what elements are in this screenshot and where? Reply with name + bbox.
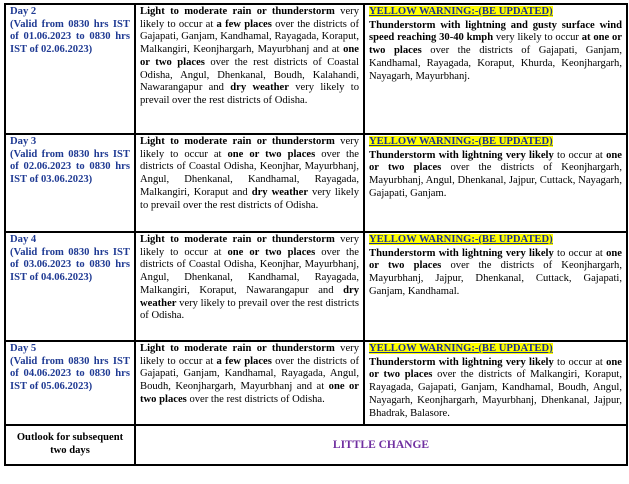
forecast-segment: over the districts of Gajapati, Ganjam, Kandhamal, Rayagada, Angul, Boudh, Keonjhargarh, Mayurbhanj and at: [140, 355, 359, 393]
outlook-value: LITTLE CHANGE: [135, 425, 627, 465]
warning-segment: Thunderstorm with lightning and gusty surface wind speed reaching 30-40 kmph: [369, 19, 622, 44]
yellow-warning-label: YELLOW WARNING:-(BE UPDATED): [369, 6, 553, 17]
forecast-cell: [135, 341, 364, 425]
day-cell: [5, 134, 135, 232]
warning-segment: over the districts of Malkangiri, Koraput, Rayagada, Gajapati, Ganjam, Kandhamal, Boudh, Angul, Nayagarh, Keonjhargarh, Mayurbhanj, Dhenkanal, Jajpur, Bhadrak, Balasore.: [369, 369, 622, 419]
forecast-table: [4, 3, 628, 466]
forecast-cell: [135, 232, 364, 341]
forecast-segment: Light to moderate rain or thunderstorm: [140, 234, 335, 245]
outlook-label: Outlook for subsequent two days: [5, 425, 135, 465]
forecast-segment: over the rest districts of Coastal Odisha, Angul, Dhenkanal, Boudh, Kalahandi, Nawarangapur and: [140, 56, 359, 94]
warning-segment: at one or two places: [369, 32, 622, 57]
warning-segment: to occur at: [553, 356, 607, 368]
warning-segment: to occur at: [553, 149, 607, 161]
forecast-segment: over the rest districts of Odisha.: [186, 393, 325, 405]
warning-cell: [364, 232, 627, 341]
warning-segment: very likely to occur: [493, 32, 582, 44]
table-row: [5, 341, 627, 425]
warning-segment: Thunderstorm with lightning very likely: [369, 149, 554, 161]
validity-period: (Valid from 0830 hrs IST of 04.06.2023 to 0830 hrs IST of 05.06.2023): [10, 355, 130, 393]
forecast-segment: one or two places: [227, 148, 316, 160]
forecast-segment: one or two places: [140, 381, 359, 405]
warning-segment: over the districts of Gajapati, Ganjam, Kandhamal, Rayagada, Koraput, Khurda, Keonjhargarh, Nayagarh, Mayurbhanj.: [369, 45, 622, 82]
forecast-segment: Light to moderate rain or thunderstorm: [140, 136, 335, 147]
forecast-segment: over the districts of Coastal Odisha, Keonjhar, Mayurbhanj, Angul, Dhenkanal, Kandhamal, Rayagada, Malkangiri, Koraput, Nawarangapur and: [140, 246, 359, 296]
yellow-warning-label: YELLOW WARNING:-(BE UPDATED): [369, 343, 553, 354]
warning-cell: [364, 4, 627, 134]
warning-segment: over the districts of Keonjhargarh, Mayurbhanj, Jajpur, Dhenkanal, Cuttack, Gajapati, Ganjam, Kandhamal.: [369, 260, 622, 297]
forecast-segment: very likely to occur at: [140, 234, 359, 258]
forecast-segment: dry weather: [140, 284, 359, 309]
table-row: [5, 134, 627, 232]
forecast-cell: [135, 4, 364, 134]
forecast-segment: one or two places: [227, 246, 316, 258]
table-row: [5, 232, 627, 341]
warning-segment: over the districts of Keonjhargarh, Mayurbhanj, Angul, Dhenkanal, Jajpur, Cuttack, Nayagarh, Gajapati, Ganjam.: [369, 162, 622, 199]
forecast-segment: very likely to prevail over the rest districts of Odisha.: [140, 82, 360, 106]
forecast-segment: very likely to occur at: [140, 6, 359, 30]
forecast-segment: Light to moderate rain or thunderstorm: [140, 343, 335, 354]
warning-segment: one or two places: [369, 356, 622, 381]
yellow-warning-label: YELLOW WARNING:-(BE UPDATED): [369, 136, 553, 147]
forecast-segment: dry weather: [251, 186, 309, 198]
warning-segment: Thunderstorm with lightning very likely: [369, 247, 554, 259]
forecast-segment: over the districts of Coastal Odisha, Keonjhar, Mayurbhanj, Angul, Dhenkanal, Kandhamal, Rayagada, Malkangiri, Koraput and: [140, 148, 359, 198]
warning-segment: to occur at: [553, 247, 607, 259]
forecast-cell: [135, 134, 364, 232]
day-cell: [5, 4, 135, 134]
warning-segment: one or two places: [369, 149, 622, 174]
yellow-warning-label: YELLOW WARNING:-(BE UPDATED): [369, 234, 553, 245]
validity-period: (Valid from 0830 hrs IST of 02.06.2023 to 0830 hrs IST of 03.06.2023): [10, 148, 130, 186]
day-name: Day 2: [10, 6, 37, 17]
forecast-segment: a few places: [216, 355, 272, 367]
day-name: Day 5: [10, 343, 37, 354]
table-row: [5, 4, 627, 134]
forecast-segment: one or two places: [140, 44, 359, 68]
forecast-segment: very likely to occur at: [140, 343, 359, 367]
warning-segment: Thunderstorm with lightning very likely: [369, 356, 554, 368]
day-name: Day 3: [10, 136, 37, 147]
forecast-segment: very likely to occur at: [140, 136, 359, 160]
forecast-segment: very likely to prevail over the rest districts of Odisha.: [140, 186, 359, 211]
forecast-segment: a few places: [216, 18, 272, 30]
forecast-segment: Light to moderate rain or thunderstorm: [140, 6, 335, 17]
forecast-segment: very likely to prevail over the rest districts of Odisha.: [140, 297, 359, 322]
warning-segment: one or two places: [369, 247, 622, 272]
table-row: [5, 425, 627, 465]
warning-cell: [364, 341, 627, 425]
forecast-segment: dry weather: [230, 82, 289, 94]
validity-period: (Valid from 0830 hrs IST of 01.06.2023 to 0830 hrs IST of 02.06.2023): [10, 18, 130, 56]
day-cell: [5, 232, 135, 341]
forecast-segment: over the districts of Gajapati, Ganjam, Kandhamal, Rayagada, Koraput, Malkangiri, Keonjhargarh, Mayurbhanj and at: [140, 18, 359, 56]
day-name: Day 4: [10, 234, 37, 245]
validity-period: (Valid from 0830 hrs IST of 03.06.2023 to 0830 hrs IST of 04.06.2023): [10, 246, 130, 284]
day-cell: [5, 341, 135, 425]
warning-cell: [364, 134, 627, 232]
